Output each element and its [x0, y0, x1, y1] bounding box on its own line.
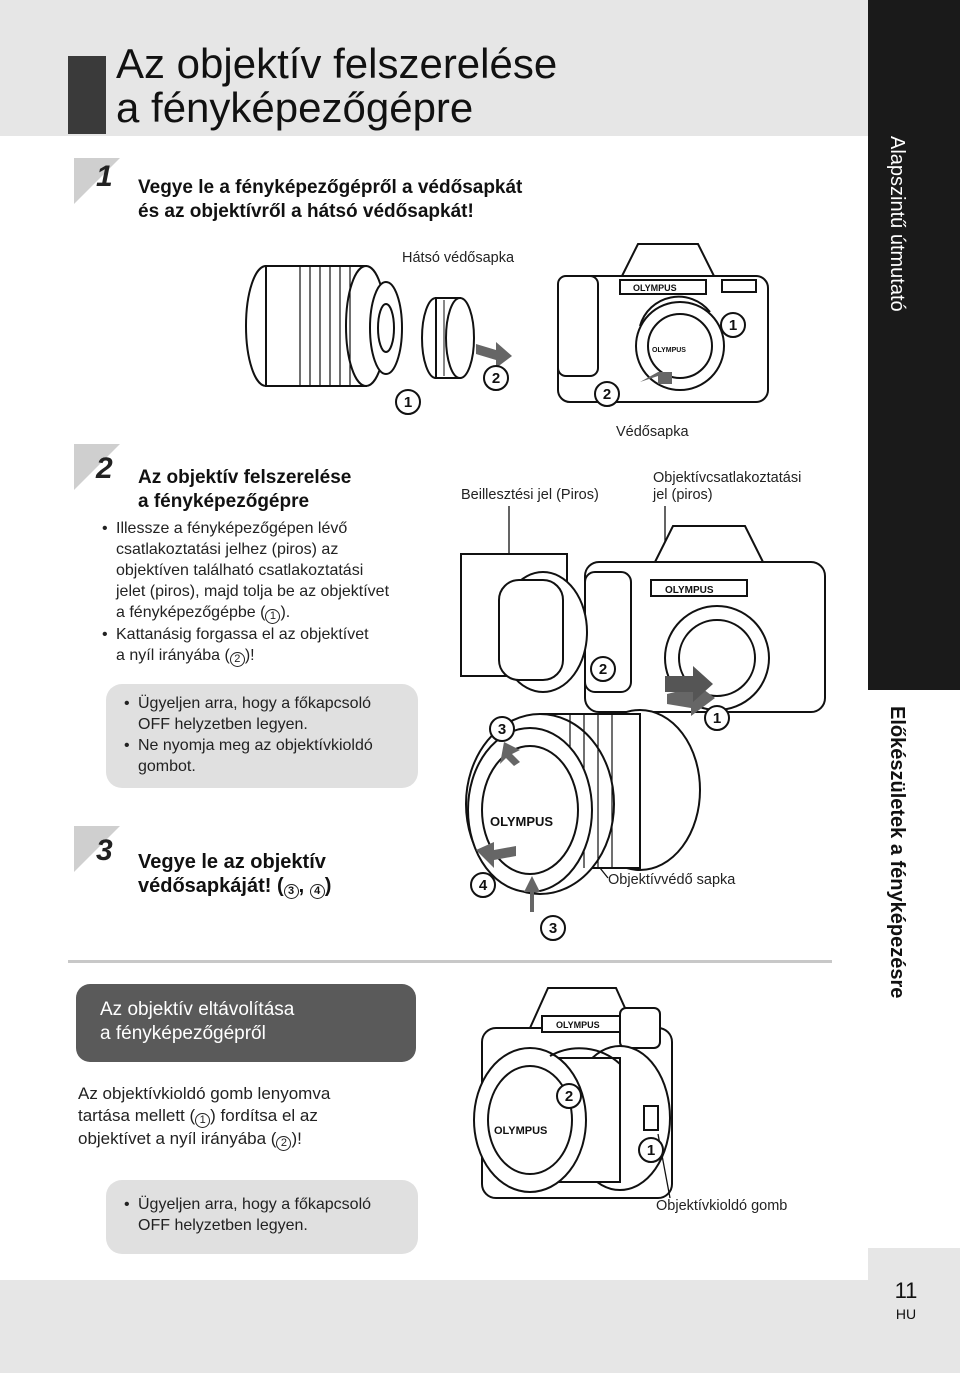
page-number: 11 — [894, 1278, 918, 1303]
removal-text-line2 — [78, 1105, 330, 1128]
removal-text-line3-prefix: objektívet a nyíl irányába ( — [78, 1129, 277, 1148]
step2-bullet1-close: ). — [280, 604, 291, 621]
lens-cap-brand-label: OLYMPUS — [490, 814, 554, 829]
step1-title-line2: és az objektívről a hátsó védősapkát! — [138, 201, 474, 222]
step2-bullet2-close: )! — [244, 647, 255, 664]
step2-title — [138, 466, 351, 514]
step2-bullet2-line1: • Kattanásig forgassa el az objektívet — [116, 626, 369, 643]
header-accent-square — [68, 56, 106, 134]
inline-marker-2: 2 — [230, 652, 245, 667]
step2-bullet1-line4: jelet (piros), majd tolja be az objektívet — [116, 583, 390, 600]
lens-illustration — [246, 266, 402, 386]
page-title-line2: a fényképezőgépre — [116, 84, 474, 131]
step2-bullet1-line1: • Illessze a fényképezőgépen lévő — [116, 520, 348, 537]
mount-mark-label-line1: Objektívcsatlakoztatási — [653, 470, 802, 486]
removal-text-line1: Az objektívkioldó gomb lenyomva — [78, 1084, 331, 1103]
removal-heading-line2: a fényképezőgépről — [100, 1023, 266, 1044]
fig3-marker-3a: 3 — [489, 716, 515, 742]
rear-cap-illustration — [422, 298, 474, 378]
step3-title — [138, 850, 331, 899]
sidebar-label-basic: Alapszintű útmutató — [886, 136, 908, 312]
step2-instructions — [102, 518, 442, 667]
release-button — [644, 1106, 658, 1130]
step3-title-sep: , — [298, 875, 310, 897]
step3-title-suffix: ) — [324, 875, 332, 897]
step2-number: 2 — [96, 452, 113, 485]
step2-bullet1 — [102, 518, 442, 624]
step2-bullet2-line2 — [116, 645, 442, 667]
step2-bullet2 — [102, 624, 442, 667]
step2-bullet1-line3: objektíven található csatlakoztatási — [116, 562, 364, 579]
step2-bullet2-tail: a nyíl irányába ( — [116, 647, 230, 664]
step1-title — [138, 176, 522, 224]
page-title-line1: Az objektív felszerelése — [116, 40, 558, 87]
fig2-marker-1: 1 — [704, 705, 730, 731]
removal-heading — [100, 998, 294, 1046]
note1-bullet2 — [124, 735, 414, 777]
release-button-label: Objektívkioldó gomb — [656, 1198, 788, 1214]
step2-bullet1-tail: a fényképezőgépbe ( — [116, 604, 266, 621]
lens-cap-label: Objektívvédő sapka — [608, 872, 736, 888]
mount-detail-inset — [461, 554, 587, 692]
lens-cap-leader — [600, 868, 608, 878]
removal-text-line2-prefix: tartása mellett ( — [78, 1106, 196, 1125]
fig1-marker-1b: 1 — [720, 312, 746, 338]
fig4-marker-2: 2 — [556, 1083, 582, 1109]
fig3-marker-3b: 3 — [540, 915, 566, 941]
footer-band — [0, 1280, 868, 1373]
sidebar-tab-basic — [868, 0, 960, 690]
note2-line1: • Ügyeljen arra, hogy a főkapcsoló — [138, 1196, 372, 1213]
note1-bullet2-line2: gombot. — [138, 758, 196, 775]
step2-bullet1-line2: csatlakoztatási jelhez (piros) az — [116, 541, 339, 558]
fig1-marker-1: 1 — [395, 389, 421, 415]
note-box-1-text — [124, 693, 414, 777]
removal-marker-1: 1 — [195, 1113, 210, 1128]
rear-cap-label: Hátsó védősapka — [402, 250, 515, 266]
insertion-mark-label: Beillesztési jel (Piros) — [461, 487, 599, 503]
sidebar-label-prep: Előkészületek a fényképezésre — [886, 706, 908, 999]
camera-brand-label-3: OLYMPUS — [556, 1020, 600, 1030]
note2-line2: OFF helyzetben legyen. — [138, 1217, 308, 1234]
inline-marker-1: 1 — [265, 609, 280, 624]
note2-bullet1 — [124, 1194, 414, 1236]
removal-text-line2-suffix: ) fordítsa el az — [210, 1106, 318, 1125]
camera-brand-label-2: OLYMPUS — [665, 585, 714, 596]
figure-remove-lens — [470, 968, 850, 1240]
step3-title-line1: Vegye le az objektív — [138, 851, 326, 873]
body-cap-brand-label: OLYMPUS — [652, 347, 686, 354]
page-language: HU — [895, 1306, 917, 1322]
step2-title-line2: a fényképezőgépre — [138, 491, 310, 512]
removal-text — [78, 1083, 330, 1151]
body-cap-label: Védősapka — [616, 424, 689, 440]
camera-brand-label: OLYMPUS — [633, 283, 677, 293]
step3-marker-3: 3 — [284, 884, 299, 899]
note-box-2-text — [124, 1194, 414, 1236]
lens-cap-illustration — [468, 728, 592, 892]
removal-text-line3-suffix: )! — [291, 1129, 302, 1148]
fig2-marker-2: 2 — [590, 656, 616, 682]
removal-marker-2: 2 — [276, 1136, 291, 1151]
fig1-marker-2b: 2 — [594, 381, 620, 407]
step1-number: 1 — [96, 160, 113, 193]
step2-title-line1: Az objektív felszerelése — [138, 467, 352, 488]
step3-title-prefix: védősapkáját! ( — [138, 875, 284, 897]
note1-bullet1-line1: • Ügyeljen arra, hogy a főkapcsoló — [138, 695, 372, 712]
note1-bullet1 — [124, 693, 414, 735]
section-divider — [68, 960, 832, 963]
removal-text-line3 — [78, 1128, 330, 1151]
step3-title-line2 — [138, 874, 331, 899]
step1-title-line1: Vegye le a fényképezőgépről a védősapkát — [138, 177, 523, 198]
step3-marker-4: 4 — [310, 884, 325, 899]
fig4-marker-1: 1 — [638, 1137, 664, 1163]
mount-mark-label-line2: jel (piros) — [653, 487, 713, 503]
figure-remove-lens-cap — [460, 700, 840, 950]
lens-cap-brand-label-2: OLYMPUS — [494, 1125, 548, 1137]
step2-bullet1-line5 — [116, 602, 442, 624]
fig1-marker-2: 2 — [483, 365, 509, 391]
note1-bullet2-line1: • Ne nyomja meg az objektívkioldó — [138, 737, 373, 754]
removal-heading-line1: Az objektív eltávolítása — [100, 999, 295, 1020]
page-title — [116, 42, 856, 130]
step3-number: 3 — [96, 834, 113, 867]
sidebar-tab-prep — [868, 690, 960, 1248]
figure-remove-caps — [240, 236, 780, 446]
fig3-marker-4: 4 — [470, 872, 496, 898]
note1-bullet1-line2: OFF helyzetben legyen. — [138, 716, 308, 733]
